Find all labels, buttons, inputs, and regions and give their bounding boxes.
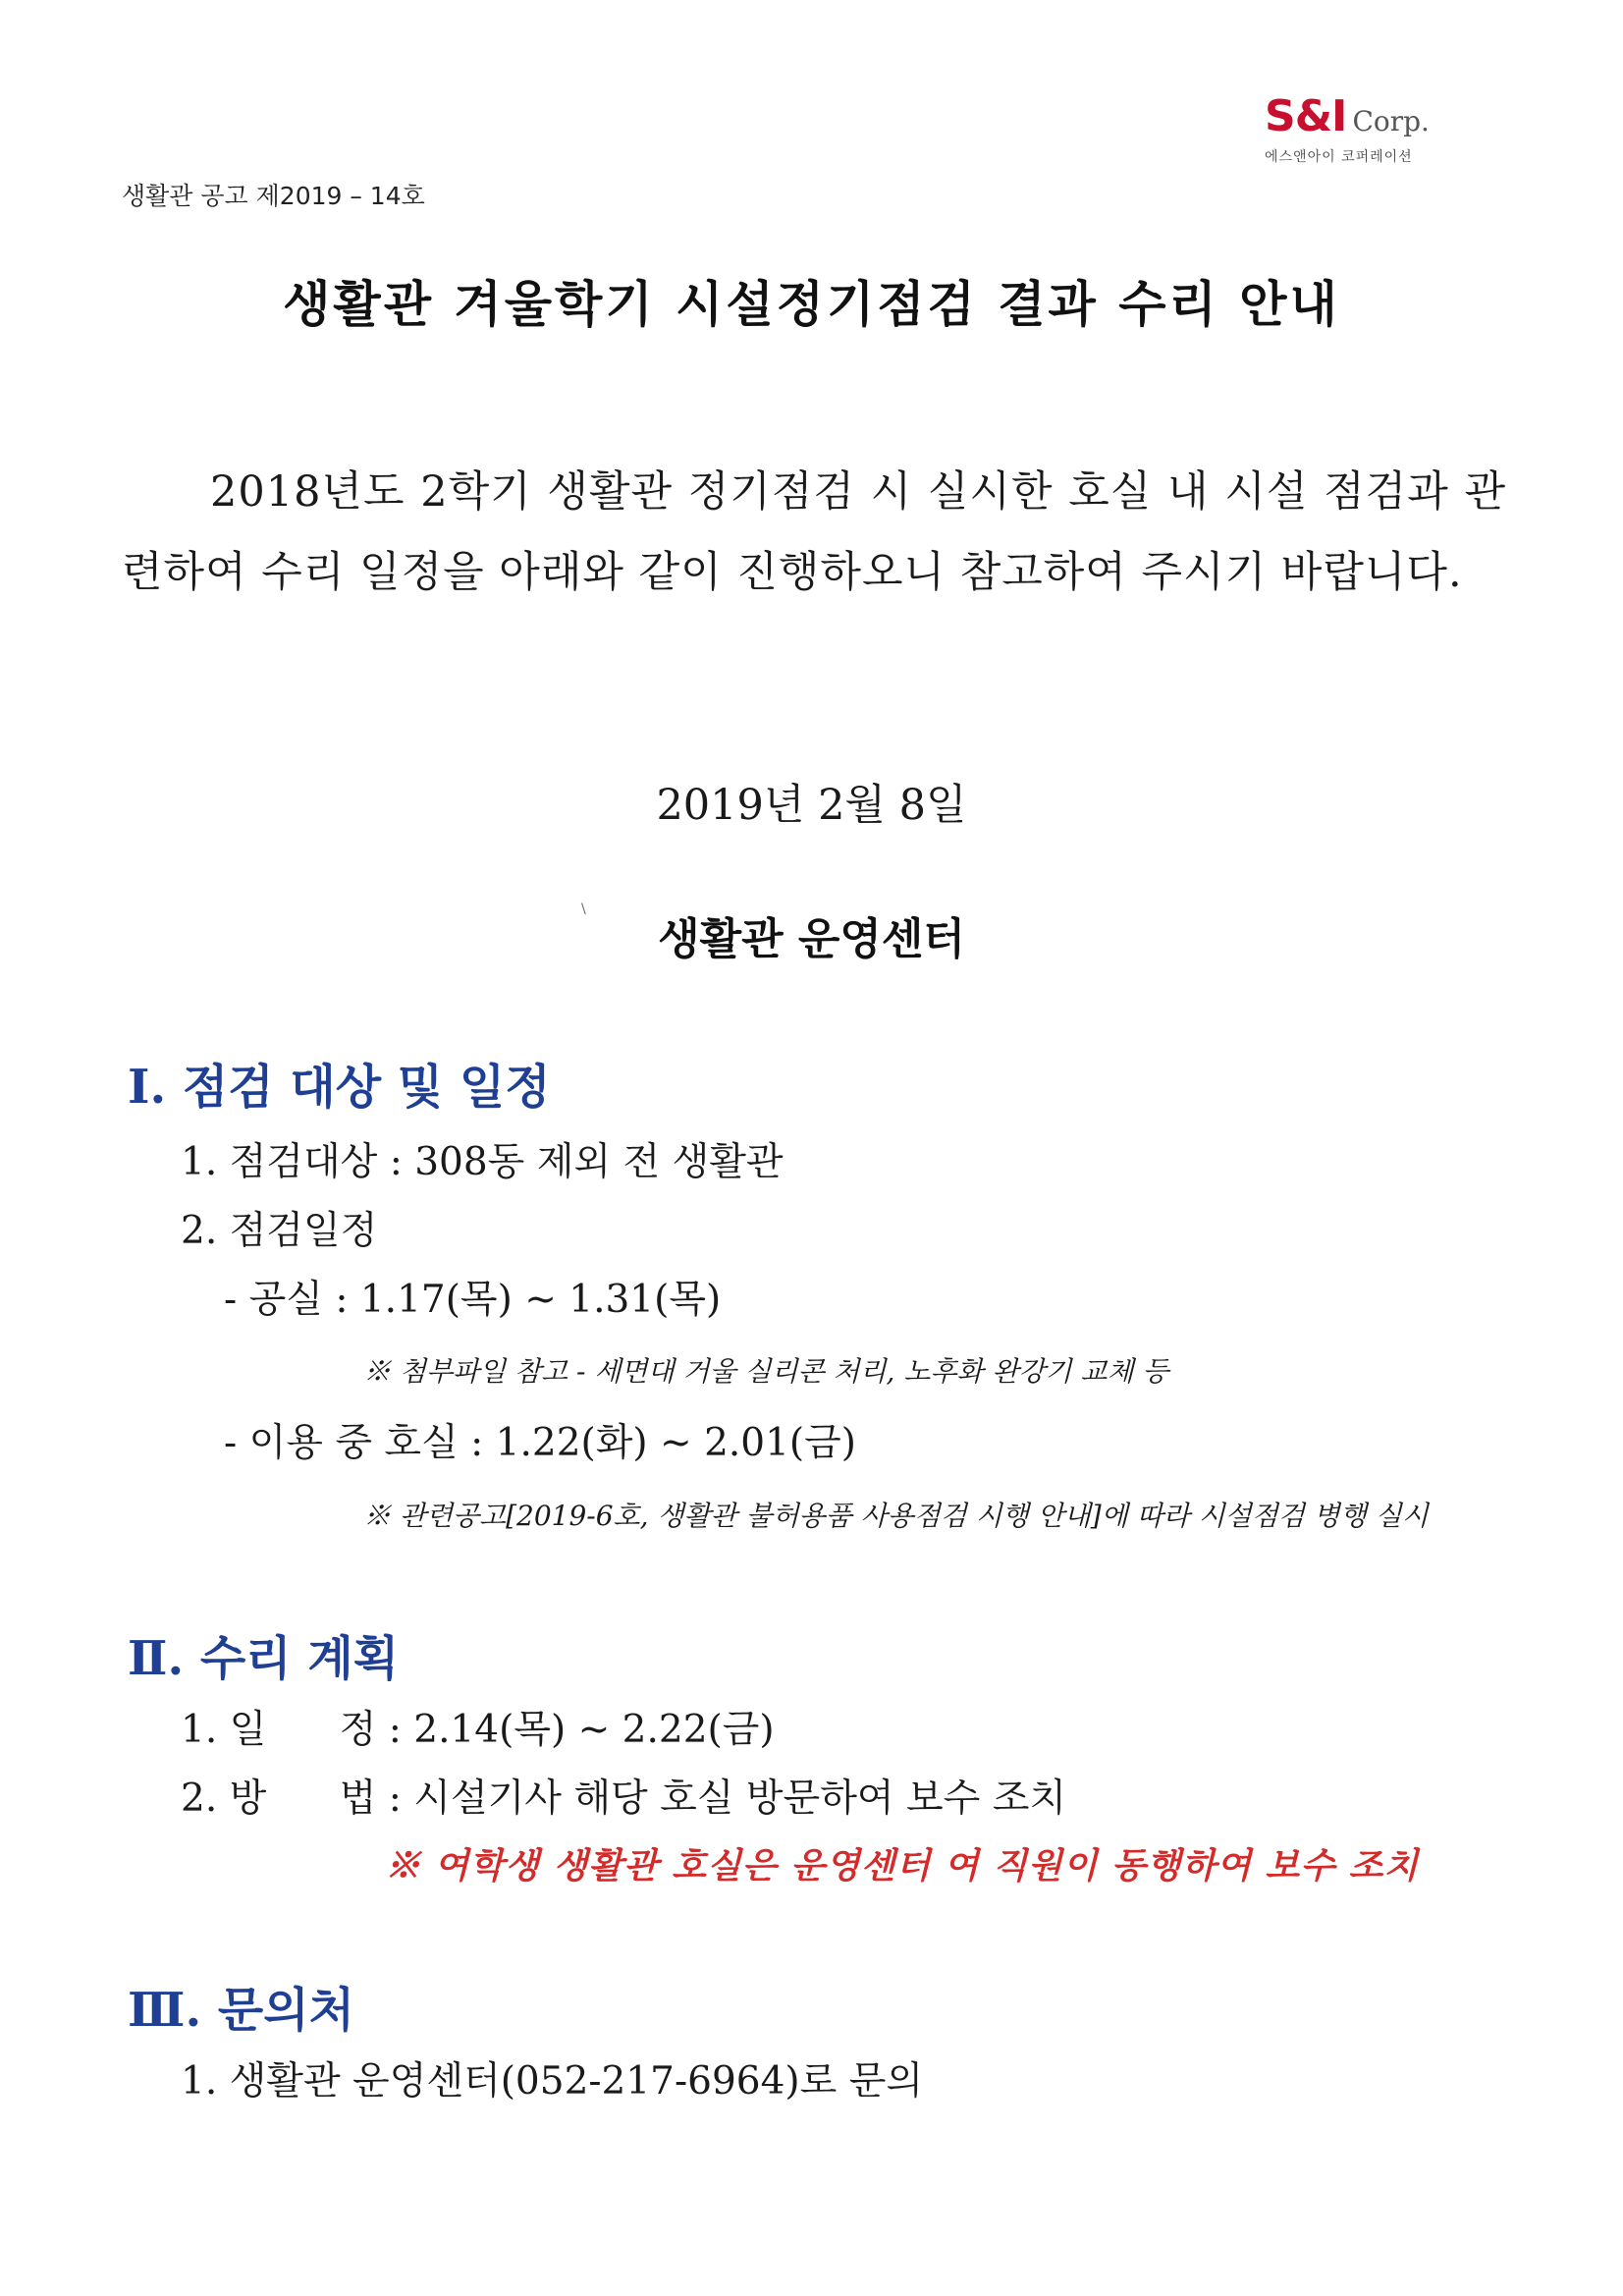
scan-mark: \ <box>581 902 586 917</box>
section1-item1: 1. 점검대상 : 308동 제외 전 생활관 <box>181 1140 784 1184</box>
issuing-organization: 생활관 운영센터 <box>658 914 965 964</box>
section2-item1: 1. 일 정 : 2.14(목) ~ 2.22(금) <box>181 1708 775 1752</box>
document-date: 2019년 2월 8일 <box>656 781 967 830</box>
section1-sub1: - 공실 : 1.17(목) ~ 1.31(목) <box>224 1278 722 1322</box>
section1-note1: ※ 첨부파일 참고 - 세면대 거울 실리콘 처리, 노후화 완강기 교체 등 <box>363 1355 1169 1388</box>
section1-item2: 2. 점검일정 <box>181 1209 378 1253</box>
section2-red-note: ※ 여학생 생활관 호실은 운영센터 여 직원이 동행하여 보수 조치 <box>385 1845 1420 1886</box>
section1-heading: Ⅰ. 점검 대상 및 일정 <box>128 1060 551 1115</box>
company-logo <box>1265 91 1510 166</box>
section1-note2: ※ 관련공고[2019-6호, 생활관 불허용품 사용점검 시행 안내]에 따라 시설점검 병행 실시 <box>363 1500 1429 1532</box>
section2-heading: Ⅱ. 수리 계획 <box>128 1631 400 1686</box>
logo-corp: Corp. <box>1352 105 1430 137</box>
document-title: 생활관 겨울학기 시설정기점검 결과 수리 안내 <box>283 276 1340 333</box>
intro-paragraph: 2018년도 2학기 생활관 정기점검 시 실시한 호실 내 시설 점검과 관련하여 수리 일정을 아래와 같이 진행하오니 참고하여 주시기 바랍니다. <box>122 467 1506 597</box>
logo-wordmark <box>1265 91 1510 144</box>
logo-subtitle: 에스앤아이 코퍼레이션 <box>1265 149 1413 165</box>
notice-number: 생활관 공고 제2019 – 14호 <box>122 182 425 210</box>
section1-sub2: - 이용 중 호실 : 1.22(화) ~ 2.01(금) <box>224 1421 857 1465</box>
section2-item2: 2. 방 법 : 시설기사 해당 호실 방문하여 보수 조치 <box>181 1777 1067 1821</box>
section3-item1: 1. 생활관 운영센터(052-217-6964)로 문의 <box>181 2059 924 2104</box>
logo-brand: S&I <box>1265 91 1347 141</box>
section3-heading: Ⅲ. 문의처 <box>128 1983 354 2038</box>
